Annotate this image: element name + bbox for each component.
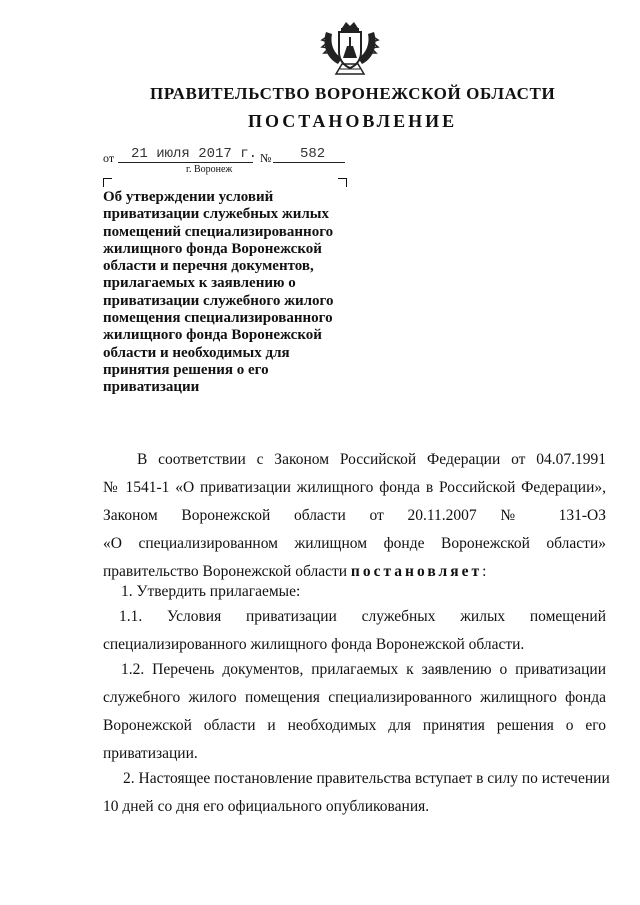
item-1-1: [103, 603, 606, 659]
item-1: [103, 578, 606, 606]
subject-bracket-right: [338, 178, 347, 187]
item-1-2-line: приватизации.: [103, 745, 198, 762]
subject-line: приватизации: [103, 379, 200, 396]
organization-title: ПРАВИТЕЛЬСТВО ВОРОНЕЖСКОЙ ОБЛАСТИ: [150, 84, 556, 103]
item-1-1-line: специализированного жилищного фонда Воронежской области.: [103, 636, 525, 653]
item-2: [103, 765, 610, 821]
resolves-colon: :: [482, 563, 487, 580]
item-1-text: 1. Утвердить прилагаемые:: [121, 583, 301, 600]
subject-line: области и необходимых для: [103, 344, 290, 361]
number-underline: [273, 162, 345, 163]
number-label: №: [260, 151, 272, 165]
subject-line: принятия решения о его: [103, 361, 269, 378]
subject-line: помещения специализированного: [103, 310, 333, 327]
preamble-subject: правительство Воронежской области: [103, 563, 351, 580]
resolves-word: постановляет: [350, 563, 483, 580]
item-2-line: 2. Настоящее постановление правительства вступает в силу по истечении: [123, 770, 610, 787]
city-label: г. Воронеж: [186, 164, 233, 175]
subject-line: жилищного фонда Воронежской: [103, 327, 322, 344]
preamble-line: № 1541-1 «О приватизации жилищного фонда в Российской Федерации»,: [103, 479, 606, 496]
item-1-2-line: 1.2. Перечень документов, прилагаемых к заявлению о приватизации: [121, 661, 606, 678]
preamble-line: «О специализированном жилищном фонде Воронежской области»: [103, 535, 606, 552]
subject-line: области и перечня документов,: [103, 258, 314, 275]
coat-of-arms-emblem: [318, 18, 382, 78]
subject-line: приватизации служебного жилого: [103, 292, 334, 309]
subject-line: Об утверждении условий: [103, 189, 274, 205]
preamble-line: Законом Воронежской области от 20.11.2007 № 131-ОЗ: [103, 507, 606, 524]
item-1-2-line: Воронежской области и необходимых для принятия решения о его: [103, 717, 606, 734]
date-underline: [118, 162, 253, 163]
item-1-1-line: 1.1. Условия приватизации служебных жилых помещений: [119, 608, 606, 625]
subject-line: прилагаемых к заявлению о: [103, 275, 296, 292]
item-1-2: [103, 656, 606, 768]
preamble-line: В соответствии с Законом Российской Федерации от 04.07.1991: [137, 451, 606, 468]
date-from-label: от: [103, 151, 115, 165]
preamble-paragraph: [103, 446, 606, 586]
subject-line: приватизации служебных жилых: [103, 206, 330, 223]
item-1-2-line: служебного жилого помещения специализированного жилищного фонда: [103, 689, 606, 706]
subject-line: жилищного фонда Воронежской: [103, 240, 322, 257]
document-number: 582: [300, 146, 326, 162]
document-subject: [103, 189, 351, 397]
document-date: 21 июля 2017 г.: [131, 146, 258, 162]
subject-bracket-left: [103, 178, 112, 187]
subject-line: помещений специализированного: [103, 223, 334, 240]
document-type-title: ПОСТАНОВЛЕНИЕ: [248, 111, 458, 131]
item-2-line: 10 дней со дня его официального опубликования.: [103, 798, 430, 815]
